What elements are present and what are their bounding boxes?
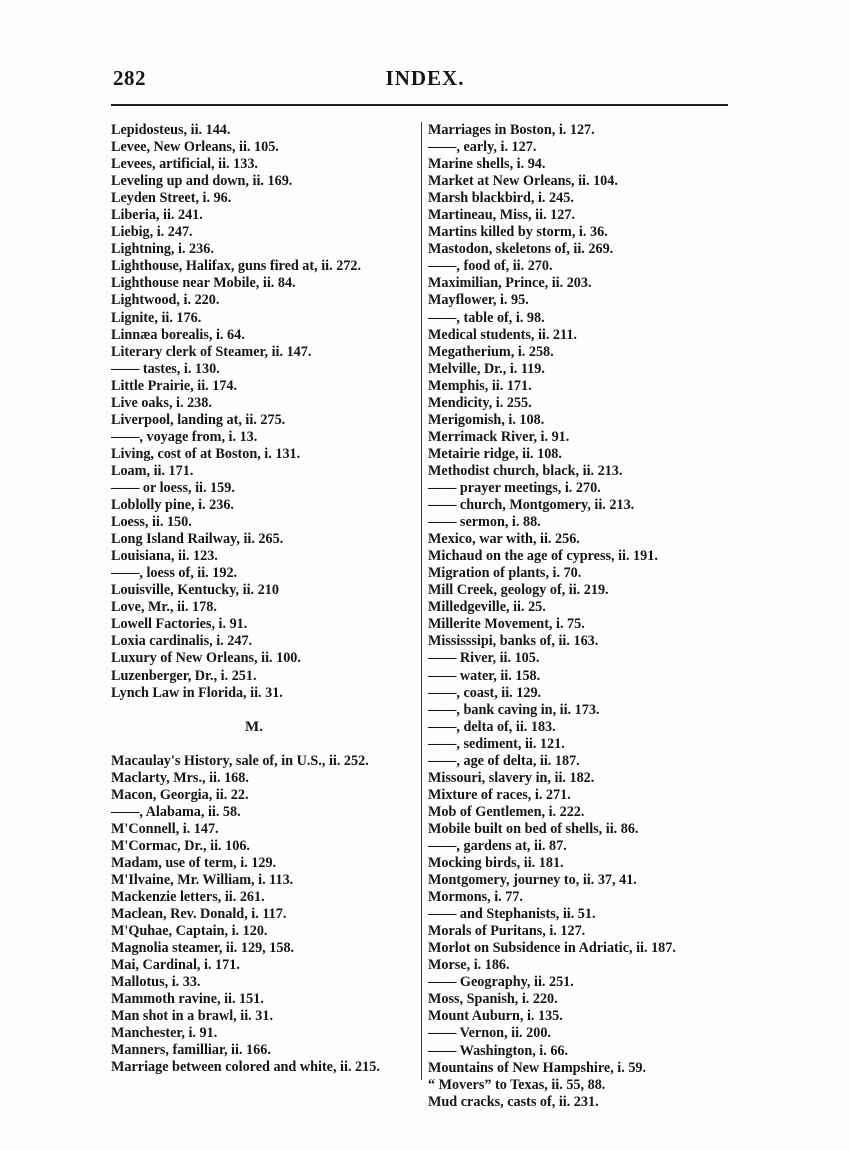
index-entry: “ Movers” to Texas, ii. 55, 88. (428, 1076, 606, 1093)
index-entry: Linnæa borealis, i. 64. (111, 326, 245, 343)
index-entry: Little Prairie, ii. 174. (111, 377, 238, 394)
index-column-right (428, 122, 746, 1111)
index-entry: Mammoth ravine, ii. 151. (111, 991, 264, 1008)
index-entry: M'Connell, i. 147. (111, 820, 219, 837)
index-entry: ——, loess of, ii. 192. (111, 565, 238, 582)
index-entry: ——, bank caving in, ii. 173. (428, 701, 600, 718)
index-entry: Lightning, i. 236. (111, 241, 214, 258)
index-entry: Mormons, i. 77. (428, 889, 523, 906)
index-entry: Loess, ii. 150. (111, 514, 192, 531)
index-entry: Love, Mr., ii. 178. (111, 599, 217, 616)
index-entry: —— prayer meetings, i. 270. (428, 479, 601, 496)
index-entry: —— and Stephanists, ii. 51. (428, 906, 596, 923)
index-entry: Live oaks, i. 238. (111, 394, 212, 411)
index-entry: ——, early, i. 127. (428, 139, 537, 156)
index-entry: Michaud on the age of cypress, ii. 191. (428, 548, 658, 565)
index-entry: Montgomery, journey to, ii. 37, 41. (428, 872, 637, 889)
index-entry: Mixture of races, i. 271. (428, 786, 571, 803)
index-entry: Mai, Cardinal, i. 171. (111, 957, 240, 974)
section-spacer (111, 736, 423, 753)
index-entry: Loxia cardinalis, i. 247. (111, 633, 253, 650)
index-entry: Mocking birds, ii. 181. (428, 855, 564, 872)
index-entry: ——, delta of, ii. 183. (428, 718, 556, 735)
index-entry: Mississsipi, banks of, ii. 163. (428, 633, 599, 650)
index-entry: Macaulay's History, sale of, in U.S., ii. 252. (111, 752, 369, 769)
index-entry: Millerite Movement, i. 75. (428, 616, 585, 633)
index-entry: Methodist church, black, ii. 213. (428, 462, 623, 479)
index-entry: Long Island Railway, ii. 265. (111, 531, 284, 548)
index-entry: Lighthouse, Halifax, guns fired at, ii. 272. (111, 258, 362, 275)
index-entry: Mexico, war with, ii. 256. (428, 531, 580, 548)
index-entry: Maclean, Rev. Donald, i. 117. (111, 906, 287, 923)
index-entry: Merigomish, i. 108. (428, 411, 545, 428)
index-entry: M'Quhae, Captain, i. 120. (111, 923, 268, 940)
header-rule (111, 104, 728, 106)
index-entry: Liebig, i. 247. (111, 224, 193, 241)
index-entry: Lignite, ii. 176. (111, 309, 202, 326)
index-entry: Memphis, ii. 171. (428, 377, 532, 394)
index-entry: Morlot on Subsidence in Adriatic, ii. 187. (428, 940, 676, 957)
index-entry: —— Washington, i. 66. (428, 1042, 569, 1059)
index-entry: ——, gardens at, ii. 87. (428, 837, 567, 854)
index-entry: —— church, Montgomery, ii. 213. (428, 497, 635, 514)
index-entry: Milledgeville, ii. 25. (428, 599, 546, 616)
page-number: 282 (113, 66, 146, 90)
index-entry: —— tastes, i. 130. (111, 360, 220, 377)
index-entry: Morals of Puritans, i. 127. (428, 923, 586, 940)
index-entry: Louisville, Kentucky, ii. 210 (111, 582, 279, 599)
index-entry: Lepidosteus, ii. 144. (111, 122, 231, 138)
index-entry: Luzenberger, Dr., i. 251. (111, 667, 257, 684)
index-entry: Martineau, Miss, ii. 127. (428, 207, 575, 224)
index-entry: Merrimack River, i. 91. (428, 428, 570, 445)
index-entry: —— or loess, ii. 159. (111, 479, 235, 496)
index-entry: ——, coast, ii. 129. (428, 684, 542, 701)
index-entry: Mastodon, skeletons of, ii. 269. (428, 241, 614, 258)
section-spacer (111, 702, 423, 719)
index-entry: Levee, New Orleans, ii. 105. (111, 139, 279, 156)
index-entry: Madam, use of term, i. 129. (111, 854, 277, 871)
index-entry: Marine shells, i. 94. (428, 156, 546, 173)
index-entry: ——, voyage from, i. 13. (111, 428, 258, 445)
index-entry: —— Vernon, ii. 200. (428, 1025, 551, 1042)
index-entry: Manchester, i. 91. (111, 1025, 218, 1042)
index-entry: —— River, ii. 105. (428, 650, 540, 667)
index-entry: Man shot in a brawl, ii. 31. (111, 1008, 273, 1025)
index-entry: Migration of plants, i. 70. (428, 565, 582, 582)
index-entry: ——, table of, i. 98. (428, 309, 545, 326)
index-entry: M'Ilvaine, Mr. William, i. 113. (111, 871, 294, 888)
index-entry: Luxury of New Orleans, ii. 100. (111, 650, 301, 667)
index-entry: Marriage between colored and white, ii. 215. (111, 1059, 380, 1076)
index-entry: Leveling up and down, ii. 169. (111, 173, 293, 190)
index-entry: Loblolly pine, i. 236. (111, 497, 234, 514)
index-entry: Megatherium, i. 258. (428, 343, 554, 360)
index-entry: Literary clerk of Steamer, ii. 147. (111, 343, 312, 360)
index-entry: Levees, artificial, ii. 133. (111, 156, 258, 173)
index-entry: Marsh blackbird, i. 245. (428, 190, 574, 207)
index-entry: Mendicity, i. 255. (428, 394, 532, 411)
index-entry: Living, cost of at Boston, i. 131. (111, 445, 301, 462)
index-entry: Moss, Spanish, i. 220. (428, 991, 558, 1008)
index-entry: Maclarty, Mrs., ii. 168. (111, 769, 249, 786)
index-entry: Mobile built on bed of shells, ii. 86. (428, 820, 639, 837)
index-entry: ——, age of delta, ii. 187. (428, 752, 580, 769)
index-entry: ——, Alabama, ii. 58. (111, 803, 241, 820)
index-entry: —— sermon, i. 88. (428, 514, 541, 531)
index-entry: Mud cracks, casts of, ii. 231. (428, 1093, 599, 1110)
index-entry: M'Cormac, Dr., ii. 106. (111, 837, 250, 854)
index-entry: Metairie ridge, ii. 108. (428, 445, 562, 462)
index-entry: Magnolia steamer, ii. 129, 158. (111, 940, 295, 957)
index-entry: Lynch Law in Florida, ii. 31. (111, 684, 283, 701)
index-entry: Mount Auburn, i. 135. (428, 1008, 563, 1025)
index-entry: Maximilian, Prince, ii. 203. (428, 275, 592, 292)
index-entry: —— Geography, ii. 251. (428, 974, 574, 991)
index-entry: Martins killed by storm, i. 36. (428, 224, 608, 241)
index-entry: Lowell Factories, i. 91. (111, 616, 248, 633)
index-entry: Mackenzie letters, ii. 261. (111, 889, 265, 906)
index-entry: Lighthouse near Mobile, ii. 84. (111, 275, 296, 292)
index-entry: Macon, Georgia, ii. 22. (111, 786, 249, 803)
index-entry: Market at New Orleans, ii. 104. (428, 173, 618, 190)
index-entry: Manners, familliar, ii. 166. (111, 1042, 271, 1059)
index-entry: Leyden Street, i. 96. (111, 190, 232, 207)
index-entry: Mayflower, i. 95. (428, 292, 529, 309)
index-entry: ——, food of, ii. 270. (428, 258, 553, 275)
index-entry: Liverpool, landing at, ii. 275. (111, 411, 286, 428)
running-title: INDEX. (385, 66, 465, 90)
index-entry: —— water, ii. 158. (428, 667, 541, 684)
section-letter-heading: M. (245, 718, 263, 735)
index-entry: ——, sediment, ii. 121. (428, 735, 565, 752)
index-entry: Melville, Dr., i. 119. (428, 360, 545, 377)
index-entry: Louisiana, ii. 123. (111, 548, 218, 565)
index-entry: Morse, i. 186. (428, 957, 510, 974)
index-entry: Mob of Gentlemen, i. 222. (428, 803, 585, 820)
index-entry: Missouri, slavery in, ii. 182. (428, 769, 595, 786)
index-entry: Mountains of New Hampshire, i. 59. (428, 1059, 647, 1076)
index-entry: Lightwood, i. 220. (111, 292, 220, 309)
index-entry: Medical students, ii. 211. (428, 326, 577, 343)
index-entry: Liberia, ii. 241. (111, 207, 203, 224)
index-entry: Marriages in Boston, i. 127. (428, 122, 595, 138)
index-entry: Mill Creek, geology of, ii. 219. (428, 582, 609, 599)
index-entry: Loam, ii. 171. (111, 462, 194, 479)
index-column-left (111, 122, 423, 1075)
column-divider (421, 122, 422, 1080)
index-entry: Mallotus, i. 33. (111, 974, 201, 991)
